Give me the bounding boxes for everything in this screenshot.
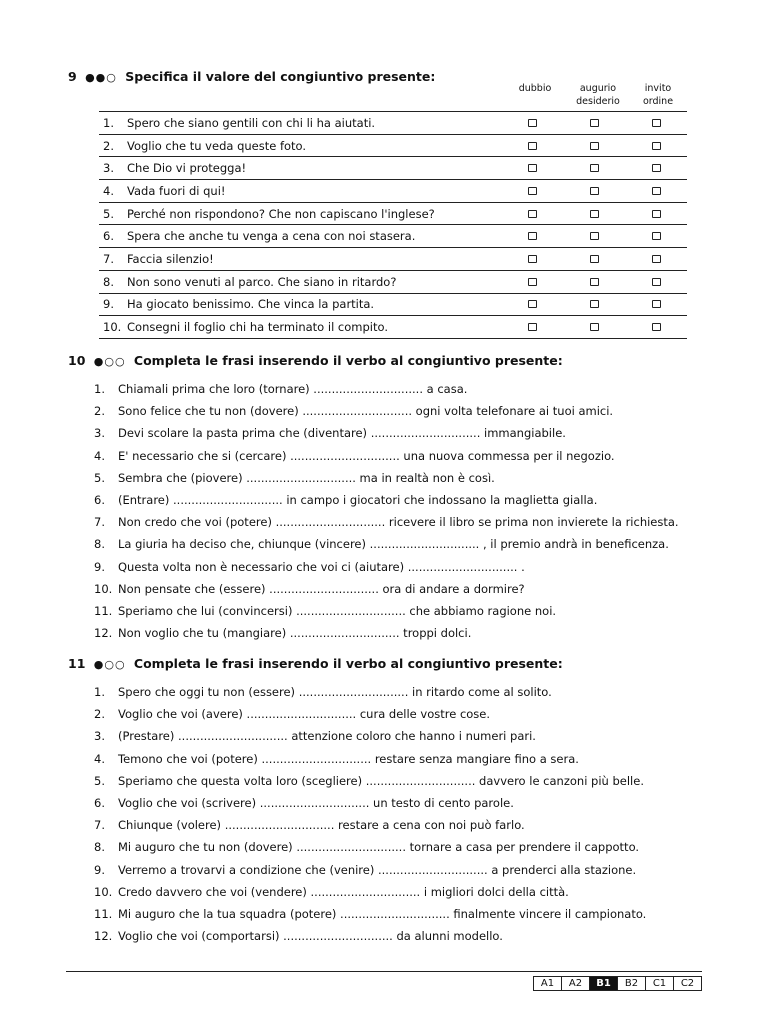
list-item (94, 556, 679, 578)
list-item (94, 422, 679, 444)
list-item (94, 600, 679, 622)
sentence-text: Spero che oggi tu non (essere) .............................. in ritardo come al solito. (118, 685, 552, 699)
column-header-line: ordine (642, 96, 674, 107)
list-item (94, 681, 646, 703)
table-row (99, 112, 687, 135)
list-item (94, 578, 679, 600)
item-number: 12. (94, 929, 113, 944)
list-item (94, 881, 646, 903)
checkbox-cell-invito (625, 316, 687, 339)
level-c2: C2 (673, 977, 701, 990)
item-number: 10. (103, 320, 122, 335)
checkbox-augurio[interactable] (590, 255, 599, 263)
checkbox-invito[interactable] (652, 255, 661, 263)
checkbox-augurio[interactable] (590, 187, 599, 195)
item-number: 7. (94, 818, 105, 833)
checkbox-cell-invito (625, 248, 687, 271)
sentence-text: Sono felice che tu non (dovere) .............................. ogni volta telefonare ai tuoi amici. (118, 404, 614, 419)
checkbox-cell-invito (625, 134, 687, 157)
sentence-text: Speriamo che questa volta loro (scegliere) .............................. davvero le canzoni più belle. (118, 773, 644, 788)
checkbox-dubbio[interactable] (528, 119, 537, 127)
table-row (99, 270, 687, 293)
sentence-text: Voglio che voi (comportarsi) .............................. da alunni modello. (118, 929, 503, 944)
checkbox-cell-invito (625, 202, 687, 225)
checkbox-cell-augurio (563, 202, 625, 225)
sentence-cell (99, 225, 501, 248)
sentence-cell (99, 248, 501, 271)
sentence-text: Devi scolare la pasta prima che (diventare) .............................. immangiabile. (118, 426, 566, 441)
checkbox-cell-dubbio (501, 225, 563, 248)
sentence-text: Perché non rispondono? Che non capiscano l'inglese? (127, 206, 435, 221)
list-item (94, 533, 679, 555)
checkbox-cell-invito (625, 112, 687, 135)
checkbox-cell-invito (625, 270, 687, 293)
item-number: 2. (103, 138, 114, 153)
checkbox-augurio[interactable] (590, 232, 599, 240)
sentence-text: Mi auguro che tu non (dovere) .............................. tornare a casa per prendere il cappotto. (118, 840, 640, 855)
checkbox-augurio[interactable] (590, 164, 599, 172)
list-item (94, 467, 679, 489)
list-item (94, 725, 646, 747)
sentence-text: Credo davvero che voi (vendere) .............................. i migliori dolci della città. (118, 884, 569, 899)
item-number: 3. (103, 161, 114, 176)
level-a2: A2 (561, 977, 589, 990)
checkbox-cell-invito (625, 225, 687, 248)
sentence-text: Questa volta non è necessario che voi ci (aiutare) .............................. . (118, 559, 525, 574)
checkbox-cell-dubbio (501, 112, 563, 135)
checkbox-cell-dubbio (501, 180, 563, 203)
item-number: 5. (94, 470, 105, 485)
level-c1: C1 (645, 977, 673, 990)
list-item (94, 378, 679, 400)
checkbox-cell-augurio (563, 112, 625, 135)
exercise-11-list (94, 681, 646, 947)
exercise-9-table (99, 111, 687, 339)
sentence-text: Voglio che tu veda queste foto. (127, 138, 307, 153)
sentence-cell (99, 202, 501, 225)
table-row (99, 316, 687, 339)
exercise-10-title (68, 353, 563, 368)
checkbox-invito[interactable] (652, 210, 661, 218)
item-number: 11. (94, 906, 113, 921)
column-header-invito (623, 82, 693, 108)
list-item (94, 489, 679, 511)
list-item (94, 400, 679, 422)
checkbox-dubbio[interactable] (528, 164, 537, 172)
list-item (94, 748, 646, 770)
checkbox-dubbio[interactable] (528, 210, 537, 218)
item-number: 8. (94, 840, 105, 855)
item-number: 6. (94, 492, 105, 507)
list-item (94, 836, 646, 858)
list-item (94, 792, 646, 814)
sentence-text: La giuria ha deciso che, chiunque (vincere) .............................. , il premio andrà in beneficenza. (118, 537, 669, 552)
item-number: 1. (103, 115, 114, 130)
list-item (94, 511, 679, 533)
checkbox-invito[interactable] (652, 232, 661, 240)
item-number: 8. (103, 274, 114, 289)
list-item (94, 622, 679, 644)
sentence-text: Spero che siano gentili con chi li ha aiutati. (127, 115, 376, 130)
checkbox-dubbio[interactable] (528, 232, 537, 240)
sentence-cell (99, 157, 501, 180)
checkbox-cell-dubbio (501, 202, 563, 225)
sentence-text: Speriamo che lui (convincersi) .............................. che abbiamo ragione noi. (118, 603, 557, 618)
sentence-text: Voglio che voi (avere) .............................. cura delle vostre cose. (118, 707, 491, 722)
item-number: 9. (94, 862, 105, 877)
sentence-text: Che Dio vi protegga! (127, 161, 247, 176)
checkbox-cell-augurio (563, 157, 625, 180)
sentence-text: (Prestare) .............................. attenzione coloro che hanno i numeri pari. (118, 729, 536, 744)
item-number: 9. (103, 297, 114, 312)
checkbox-invito[interactable] (652, 323, 661, 331)
checkbox-augurio[interactable] (590, 278, 599, 286)
list-item (94, 770, 646, 792)
list-item (94, 814, 646, 836)
item-number: 1. (94, 382, 105, 396)
checkbox-cell-augurio (563, 270, 625, 293)
item-number: 4. (94, 448, 105, 463)
checkbox-cell-augurio (563, 225, 625, 248)
checkbox-dubbio[interactable] (528, 278, 537, 286)
sentence-text: (Entrare) .............................. in campo i giocatori che indossano la maglietta gialla. (118, 492, 598, 507)
checkbox-cell-augurio (563, 316, 625, 339)
checkbox-cell-augurio (563, 293, 625, 316)
footer-divider (66, 971, 702, 972)
checkbox-dubbio[interactable] (528, 187, 537, 195)
sentence-cell (99, 316, 501, 339)
item-number: 11. (94, 603, 113, 618)
column-header-line: desiderio (576, 96, 620, 107)
table-row (99, 248, 687, 271)
checkbox-augurio[interactable] (590, 323, 599, 331)
item-number: 10. (94, 884, 113, 899)
table-row (99, 157, 687, 180)
item-number: 12. (94, 626, 113, 641)
checkbox-dubbio[interactable] (528, 142, 537, 150)
item-number: 3. (94, 426, 105, 441)
checkbox-cell-invito (625, 180, 687, 203)
sentence-text: Verremo a trovarvi a condizione che (venire) .............................. a prenderci alla stazione. (118, 862, 637, 877)
sentence-text: Non voglio che tu (mangiare) .............................. troppi dolci. (118, 626, 472, 641)
item-number: 7. (103, 251, 114, 266)
checkbox-invito[interactable] (652, 300, 661, 308)
item-number: 6. (103, 229, 114, 244)
checkbox-invito[interactable] (652, 278, 661, 286)
item-number: 4. (103, 183, 114, 198)
table-row (99, 293, 687, 316)
item-number: 6. (94, 795, 105, 810)
sentence-cell (99, 180, 501, 203)
checkbox-cell-dubbio (501, 316, 563, 339)
sentence-text: Chiamali prima che loro (tornare) .............................. a casa. (118, 382, 468, 396)
checkbox-invito[interactable] (652, 119, 661, 127)
level-b1: B1 (589, 977, 617, 990)
level-b2: B2 (617, 977, 645, 990)
exercise-11-title (68, 656, 563, 671)
sentence-text: Non pensate che (essere) .............................. ora di andare a dormire? (118, 581, 525, 596)
exercise-number: 11 (68, 656, 86, 671)
difficulty-dots: ●○○ (93, 658, 126, 671)
sentence-text: Non sono venuti al parco. Che siano in ritardo? (127, 274, 397, 289)
exercise-10-list (94, 378, 679, 644)
checkbox-dubbio[interactable] (528, 323, 537, 331)
sentence-text: Voglio che voi (scrivere) .............................. un testo di cento parole. (118, 795, 514, 810)
checkbox-augurio[interactable] (590, 142, 599, 150)
column-header-line: augurio (579, 83, 617, 94)
item-number: 8. (94, 537, 105, 552)
sentence-cell (99, 134, 501, 157)
exercise-instruction: Specifica il valore del congiuntivo presente: (125, 69, 436, 84)
checkbox-cell-augurio (563, 180, 625, 203)
checkbox-augurio[interactable] (590, 210, 599, 218)
checkbox-cell-invito (625, 157, 687, 180)
table-row (99, 202, 687, 225)
list-item (94, 925, 646, 947)
checkbox-dubbio[interactable] (528, 300, 537, 308)
column-header-line: invito (644, 83, 672, 94)
level-a1: A1 (540, 978, 555, 989)
checkbox-cell-dubbio (501, 270, 563, 293)
sentence-text: Faccia silenzio! (127, 251, 214, 266)
sentence-text: E' necessario che si (cercare) .............................. una nuova commessa per il negozio. (118, 448, 615, 463)
checkbox-cell-augurio (563, 248, 625, 271)
table-row (99, 180, 687, 203)
exercise-9-title (68, 69, 435, 84)
item-number: 9. (94, 559, 105, 574)
sentence-text: Ha giocato benissimo. Che vinca la partita. (127, 297, 375, 312)
exercise-number: 9 (68, 69, 77, 84)
checkbox-cell-dubbio (501, 157, 563, 180)
table-row (99, 134, 687, 157)
item-number: 5. (94, 773, 105, 788)
list-item (94, 445, 679, 467)
item-number: 2. (94, 404, 105, 419)
checkbox-cell-dubbio (501, 248, 563, 271)
difficulty-dots: ●○○ (93, 355, 126, 368)
sentence-cell (99, 112, 501, 135)
list-item (94, 859, 646, 881)
checkbox-augurio[interactable] (590, 300, 599, 308)
checkbox-cell-dubbio (501, 293, 563, 316)
checkbox-dubbio[interactable] (528, 255, 537, 263)
sentence-text: Spera che anche tu venga a cena con noi stasera. (127, 229, 416, 244)
item-number: 5. (103, 206, 114, 221)
checkbox-invito[interactable] (652, 142, 661, 150)
sentence-text: Temono che voi (potere) .............................. restare senza mangiare fino a sera. (118, 751, 579, 766)
list-item (94, 903, 646, 925)
checkbox-invito[interactable] (652, 164, 661, 172)
column-header-dubbio (500, 82, 570, 95)
item-number: 3. (94, 729, 105, 744)
item-number: 4. (94, 751, 105, 766)
exercise-instruction: Completa le frasi inserendo il verbo al congiuntivo presente: (133, 353, 563, 368)
checkbox-invito[interactable] (652, 187, 661, 195)
sentence-cell (99, 293, 501, 316)
item-number: 2. (94, 707, 105, 722)
sentence-text: Vada fuori di qui! (127, 183, 226, 198)
item-number: 1. (94, 685, 105, 699)
sentence-text: Non credo che voi (potere) .............................. ricevere il libro se prima non invierete la richiesta. (118, 515, 679, 530)
exercise-number: 10 (68, 353, 86, 368)
checkbox-cell-augurio (563, 134, 625, 157)
sentence-cell (99, 270, 501, 293)
list-item (94, 703, 646, 725)
table-row (99, 225, 687, 248)
checkbox-augurio[interactable] (590, 119, 599, 127)
difficulty-dots: ●●○ (85, 71, 117, 84)
sentence-text: Sembra che (piovere) .............................. ma in realtà non è così. (118, 470, 495, 485)
level-indicator (533, 976, 702, 991)
sentence-text: Consegni il foglio chi ha terminato il compito. (127, 320, 388, 335)
checkbox-cell-dubbio (501, 134, 563, 157)
exercise-instruction: Completa le frasi inserendo il verbo al congiuntivo presente: (133, 656, 563, 671)
item-number: 10. (94, 581, 113, 596)
item-number: 7. (94, 515, 105, 530)
column-header-line: dubbio (518, 83, 552, 94)
sentence-text: Mi auguro che la tua squadra (potere) .............................. finalmente vincere il campionato. (118, 906, 647, 921)
checkbox-cell-invito (625, 293, 687, 316)
sentence-text: Chiunque (volere) .............................. restare a cena con noi può farlo. (118, 818, 525, 833)
